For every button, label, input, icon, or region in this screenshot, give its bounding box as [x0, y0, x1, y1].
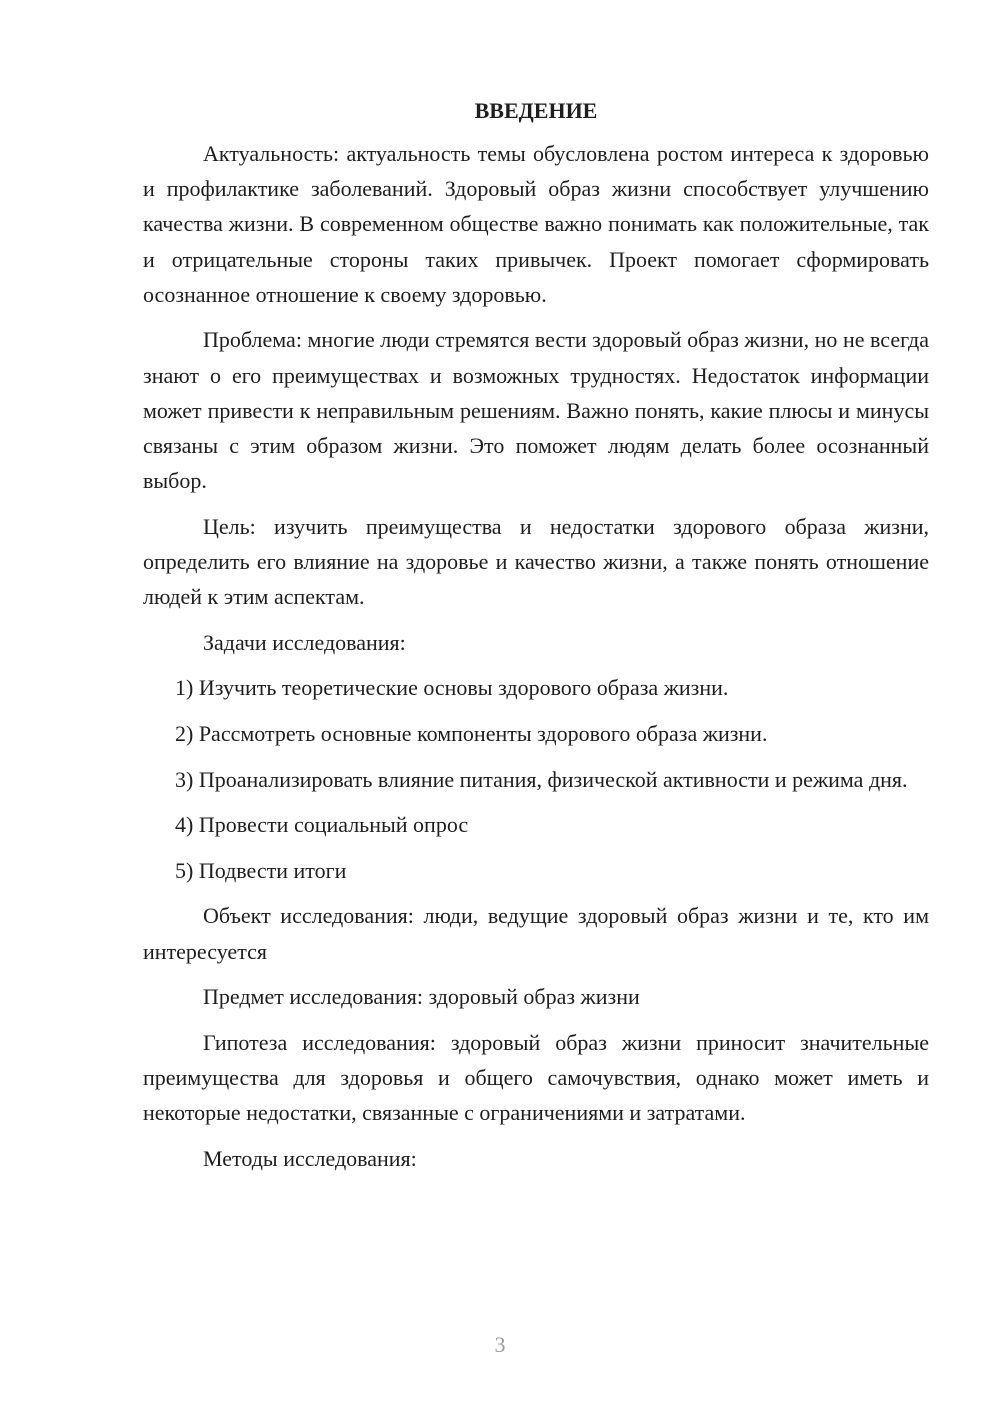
problem-paragraph: Проблема: многие люди стремятся вести здоровый образ жизни, но не всегда знают о его преимуществах и возможных трудностях. Недостаток информации может привести к неправильным решениям. Важно понять, какие плюсы и минусы связаны с этим образом жизни. Это поможет людям делать более осознанный выбор. — [143, 327, 929, 494]
task-item: 1) Изучить теоретические основы здорового образа жизни. — [175, 675, 729, 701]
task-item: 5) Подвести итоги — [175, 857, 347, 883]
methods-heading: Методы исследования: — [203, 1145, 417, 1171]
document-page — [143, 96, 929, 1186]
task-item: 4) Провести социальный опрос — [175, 812, 469, 838]
section-title: ВВЕДЕНИЕ — [474, 98, 598, 123]
hypothesis-paragraph: Гипотеза исследования: здоровый образ жизни приносит значительные преимущества для здоровья и общего самочувствия, однако может иметь и некоторые недостатки, связанные с ограничениями и затратами. — [143, 1029, 929, 1126]
page-number: 3 — [494, 1332, 506, 1357]
tasks-heading: Задачи исследования: — [203, 629, 406, 655]
relevance-paragraph: Актуальность: актуальность темы обусловлена ростом интереса к здоровью и профилактике заболеваний. Здоровый образ жизни способствует улучшению качества жизни. В современном обществе важно понимать как положительные, так и отрицательные стороны таких привычек. Проект помогает сформировать осознанное отношение к своему здоровью. — [143, 141, 929, 307]
object-paragraph: Объект исследования: люди, ведущие здоровый образ жизни и те, кто им интересуется — [143, 903, 929, 964]
subject-paragraph: Предмет исследования: здоровый образ жизни — [203, 984, 640, 1010]
goal-paragraph: Цель: изучить преимущества и недостатки здорового образа жизни, определить его влияние на здоровье и качество жизни, а также понять отношение людей к этим аспектам. — [143, 513, 929, 610]
task-item: 2) Рассмотреть основные компоненты здорового образа жизни. — [175, 721, 768, 746]
task-item: 3) Проанализировать влияние питания, физической активности и режима дня. — [175, 766, 908, 792]
